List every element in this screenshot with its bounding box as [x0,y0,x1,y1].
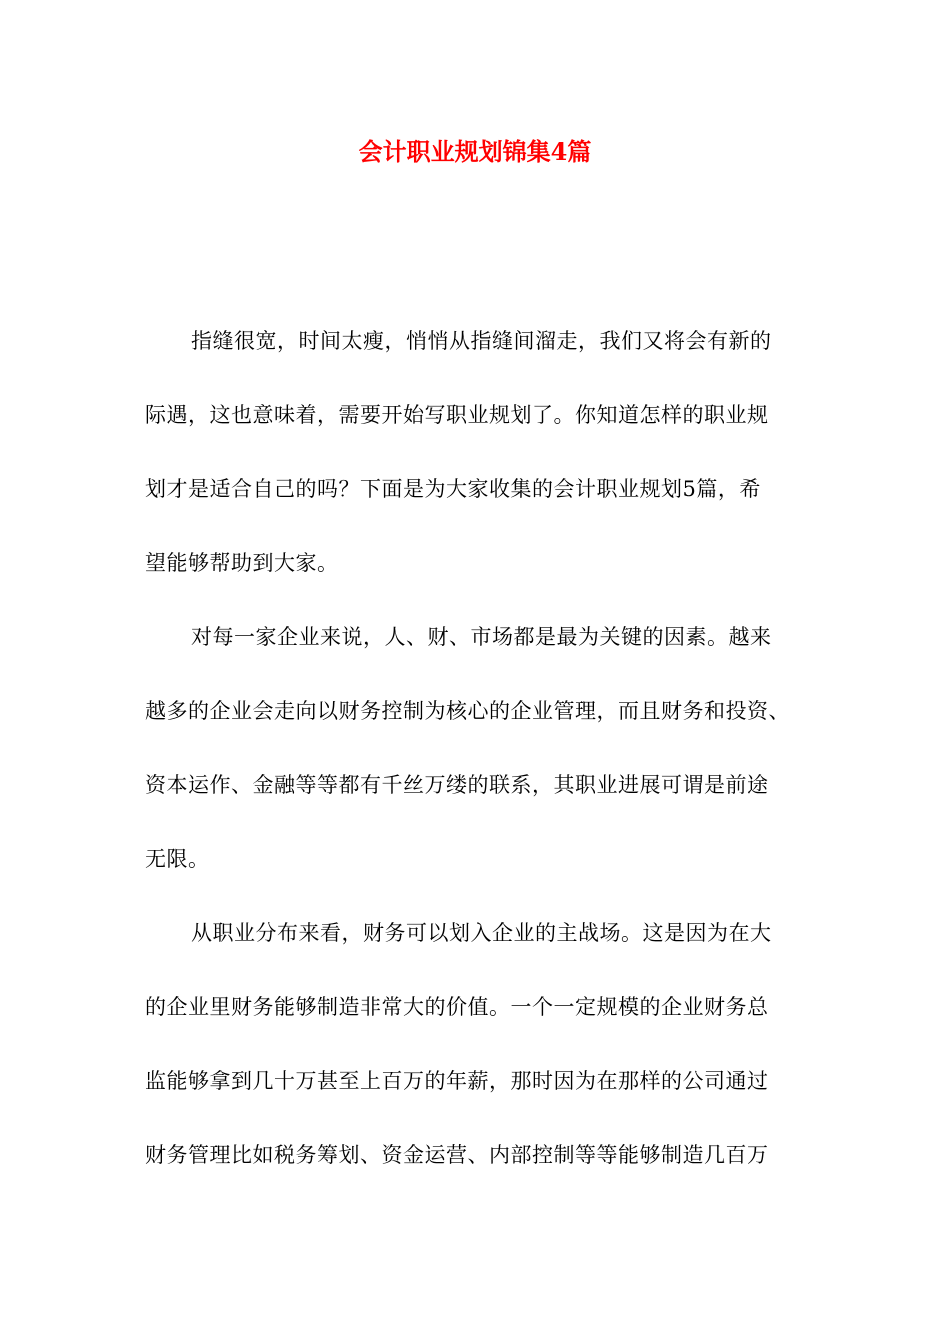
text-line: 从职业分布来看，财务可以划入企业的主战场。这是因为在大 [191,921,772,945]
text-line: 指缝很宽，时间太瘦，悄悄从指缝间溜走，我们又将会有新的 [191,329,772,353]
text-line: 财务管理比如税务筹划、资金运营、内部控制等等能够制造几百万 [145,1143,769,1167]
text-line: 对每一家企业来说，人、财、市场都是最为关键的因素。越来 [191,625,772,649]
text-line: 越多的企业会走向以财务控制为核心的企业管理，而且财务和投资、 [145,699,790,723]
text-line: 无限。 [145,847,210,871]
text-line: 际遇，这也意味着，需要开始写职业规划了。你知道怎样的职业规 [145,403,769,427]
text-line: 划才是适合自己的吗？下面是为大家收集的会计职业规划5篇，希 [145,477,761,501]
document-title: 会计职业规划锦集4篇 [358,137,592,166]
text-line: 的企业里财务能够制造非常大的价值。一个一定规模的企业财务总 [145,995,769,1019]
document-body [145,322,825,1210]
paragraph-1 [145,322,825,618]
paragraph-2 [145,618,825,914]
paragraph-3 [145,914,825,1210]
text-line: 监能够拿到几十万甚至上百万的年薪，那时因为在那样的公司通过 [145,1069,769,1093]
text-line: 资本运作、金融等等都有千丝万缕的联系，其职业进展可谓是前途 [145,773,769,797]
text-line: 望能够帮助到大家。 [145,551,339,575]
